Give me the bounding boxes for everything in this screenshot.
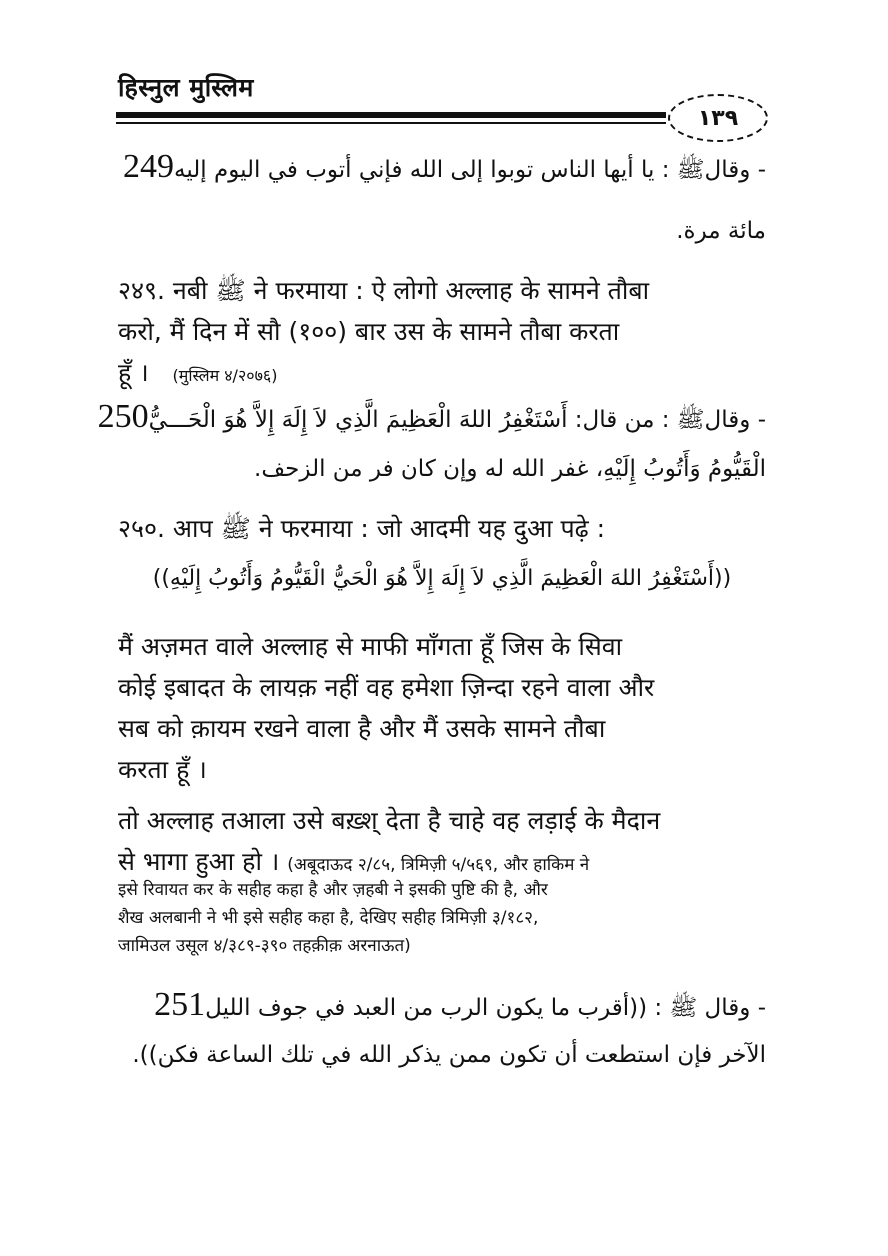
hadith-251-arabic-line2: الآخر فإن استطعت أن تكون ممن يذكر الله في تلك الساعة فكن)). bbox=[132, 1042, 766, 1068]
hadith-249-number: 249 bbox=[123, 148, 174, 185]
hadith-250-result bbox=[118, 800, 766, 882]
hadith-249-reference: (मुस्लिम ४/२०७६) bbox=[172, 366, 278, 385]
hadith-249-hindi-line2: करो, मैं दिन में सौ (१००) बार उस के सामने तौबा करता bbox=[118, 317, 620, 346]
hadith-250-arabic-line1 bbox=[98, 398, 766, 439]
page-number-badge bbox=[668, 94, 768, 142]
hadith-251-arabic-line1 bbox=[154, 986, 766, 1027]
hadith-250-hindi-intro: २५०. आप ﷺ ने फरमाया : जो आदमी यह दुआ पढ़े : bbox=[118, 514, 606, 543]
dua-meaning-line4: करता हूँ । bbox=[118, 755, 207, 784]
header-rule-thin bbox=[116, 122, 666, 124]
running-header-title: हिस्नुल मुस्लिम bbox=[118, 73, 254, 102]
hadith-250-reference-part1: (अबूदाऊद २/८५, त्रिमिज़ी ५/५६९, और हाकिम ने bbox=[287, 855, 590, 875]
hadith-249-arabic-line1 bbox=[123, 148, 766, 189]
hadith-249-hindi-line3: हूँ । bbox=[118, 358, 149, 387]
hadith-249-arabic-text: - وقالﷺ : يا أيها الناس توبوا إلى الله فإني أتوب في اليوم إليه bbox=[174, 157, 766, 183]
hadith-250-reference bbox=[118, 876, 766, 960]
hadith-250-reference-line3: शैख अलबानी ने भी इसे सहीह कहा है, देखिए सहीह त्रिमिज़ी ३/१८२, bbox=[118, 908, 539, 928]
hadith-251-arabic-text: - وقال ﷺ : ((أقرب ما يكون الرب من العبد في جوف الليل bbox=[205, 995, 766, 1021]
dua-meaning-line3: सब को क़ायम रखने वाला है और मैं उसके सामने तौबा bbox=[118, 714, 606, 743]
hadith-251-number: 251 bbox=[154, 986, 206, 1023]
dua-meaning bbox=[118, 626, 766, 790]
hadith-250-arabic-text: - وقالﷺ : من قال: أَسْتَغْفِرُ اللهَ الْعَظِيمَ الَّذِي لاَ إِلَهَ إِلاَّ هُوَ الْحَـــيُّ bbox=[148, 407, 766, 433]
dua-meaning-line2: कोई इबादत के लायक़ नहीं वह हमेशा ज़िन्दा रहने वाला और bbox=[118, 673, 655, 702]
hadith-249-hindi bbox=[118, 270, 766, 396]
dua-meaning-line1: मैं अज़मत वाले अल्लाह से माफी माँगता हूँ जिस के सिवा bbox=[118, 632, 623, 661]
hadith-249-hindi-line1: २४९. नबी ﷺ ने फरमाया : ऐ लोगो अल्लाह के सामने तौबा bbox=[118, 276, 650, 305]
page-number: ١٣٩ bbox=[697, 105, 739, 131]
hadith-250-number: 250 bbox=[97, 398, 149, 435]
hadith-250-reference-line2: इसे रिवायत कर के सहीह कहा है और ज़हबी ने इसकी पुष्टि की है, और bbox=[118, 880, 548, 900]
header-rule-thick bbox=[116, 112, 666, 118]
hadith-250-reference-line4: जामिउल उसूल ४/३८९-३९० तहक़ीक़ अरनाऊत) bbox=[118, 936, 411, 956]
hadith-250-result-line1: तो अल्लाह तआला उसे बख़्श् देता है चाहे वह लड़ाई के मैदान bbox=[118, 806, 661, 835]
hadith-250-arabic-line2: الْقَيُّومُ وَأَتُوبُ إِلَيْهِ، غفر الله له وإن كان فر من الزحف. bbox=[254, 456, 766, 482]
hadith-250-result-line2: से भागा हुआ हो । bbox=[118, 847, 280, 876]
dua-arabic: ((أَسْتَغْفِرُ اللهَ الْعَظِيمَ الَّذِي لاَ إِلَهَ إِلاَّ هُوَ الْحَيُّ الْقَيُّومُ وَأَتُوبُ إِلَيْهِ)) bbox=[152, 566, 732, 591]
hadith-249-arabic-line2: مائة مرة. bbox=[676, 218, 766, 244]
